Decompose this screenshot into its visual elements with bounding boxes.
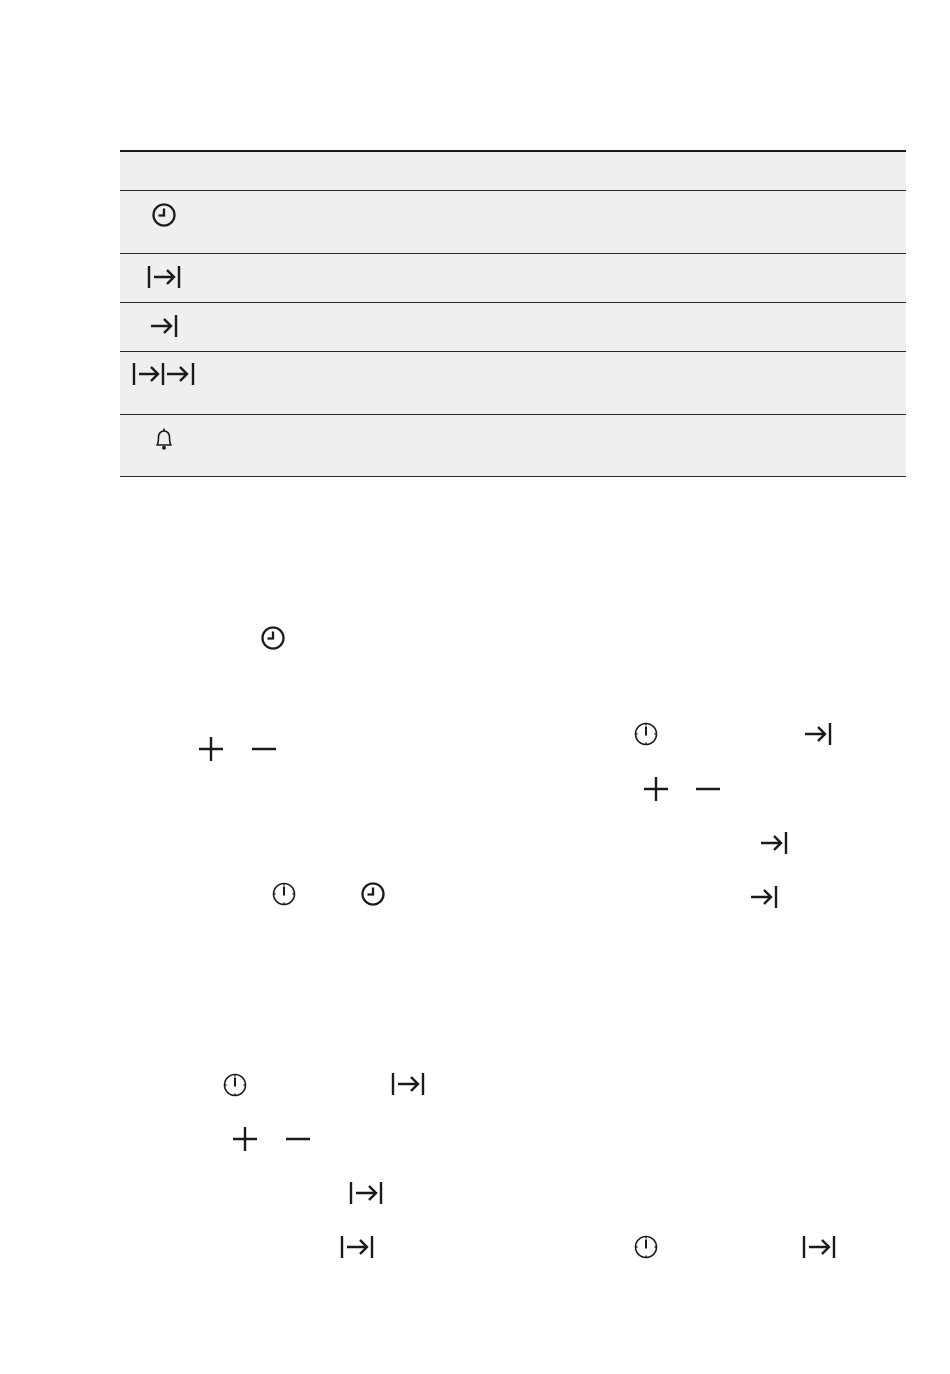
duration-icon <box>348 1180 384 1206</box>
table-row-clock <box>120 190 906 253</box>
plus-icon <box>198 736 224 762</box>
table-row-time-delay <box>120 351 906 414</box>
clock-icon <box>260 625 286 651</box>
plus-icon <box>232 1126 258 1152</box>
end-time-icon <box>749 884 779 910</box>
time-delay-icon <box>120 361 208 387</box>
clock-icon <box>360 881 386 907</box>
minus-icon <box>251 736 277 762</box>
end-time-icon <box>759 830 789 856</box>
duration-icon <box>801 1234 837 1260</box>
minus-icon <box>695 776 721 802</box>
table-row-end <box>120 302 906 351</box>
timer-icon <box>271 881 297 907</box>
timer-icon <box>633 721 659 747</box>
minus-icon <box>285 1126 311 1152</box>
end-time-icon <box>120 313 208 339</box>
clock-functions-table <box>120 150 906 477</box>
duration-icon <box>339 1234 375 1260</box>
timer-icon <box>222 1072 248 1098</box>
timer-icon <box>633 1234 659 1260</box>
table-header-row <box>120 150 906 190</box>
table-row-minute-minder <box>120 414 906 477</box>
bell-icon <box>120 426 208 452</box>
duration-icon <box>120 264 208 290</box>
clock-icon <box>120 202 208 228</box>
duration-icon <box>390 1071 426 1097</box>
end-time-icon <box>803 721 833 747</box>
table-row-duration <box>120 253 906 302</box>
plus-icon <box>643 776 669 802</box>
